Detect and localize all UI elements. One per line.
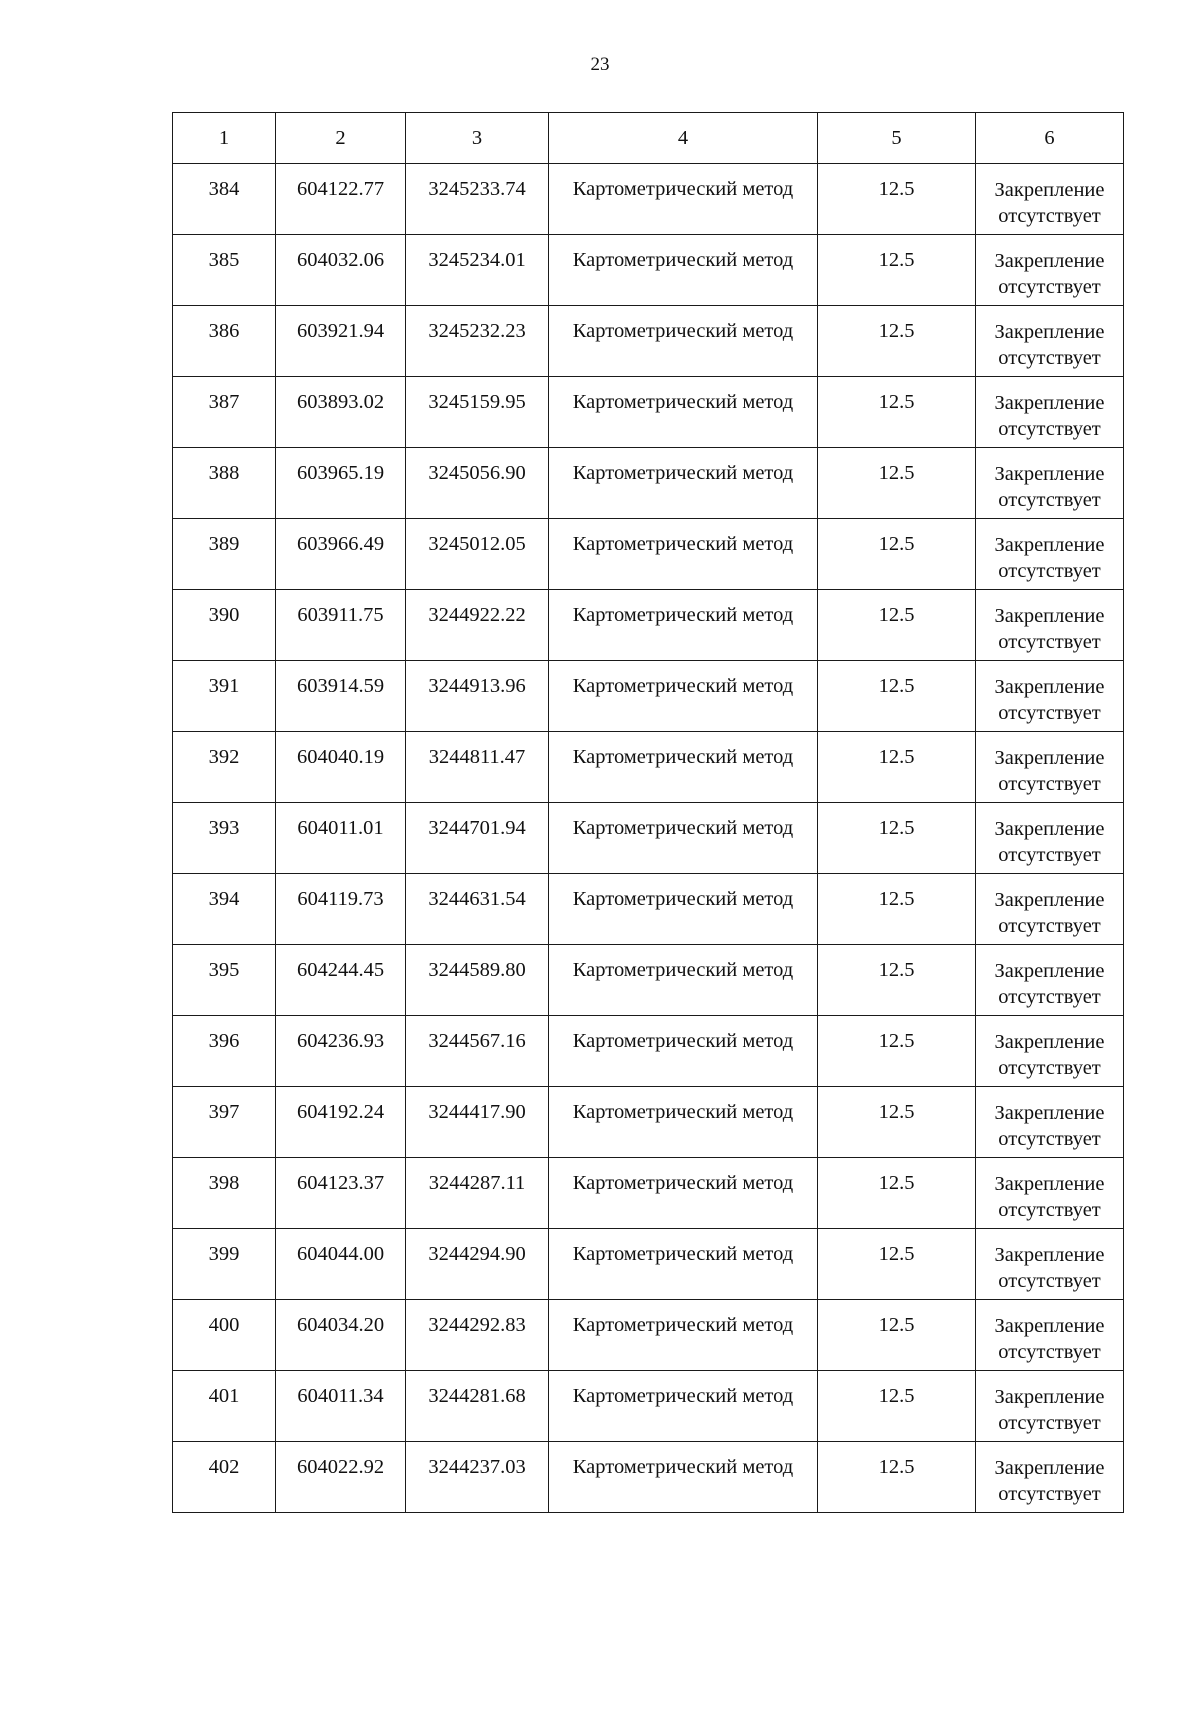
header-cell-3: 3 xyxy=(406,113,549,164)
y-coordinate-cell: 3245159.95 xyxy=(406,377,549,448)
fixation-line-2: отсутствует xyxy=(998,1270,1101,1292)
fixation-line-2: отсутствует xyxy=(998,418,1101,440)
fixation-cell xyxy=(976,1300,1124,1371)
method-cell: Картометрический метод xyxy=(549,1229,818,1300)
x-coordinate-cell: 603911.75 xyxy=(276,590,406,661)
fixation-line-1: Закрепление xyxy=(994,747,1105,769)
x-coordinate-cell: 604236.93 xyxy=(276,1016,406,1087)
point-number-cell: 402 xyxy=(173,1442,276,1513)
fixation-cell xyxy=(976,945,1124,1016)
fixation-line-2: отсутствует xyxy=(998,631,1101,653)
fixation-line-1: Закрепление xyxy=(994,1386,1105,1408)
table-header xyxy=(173,113,1124,164)
table-row xyxy=(173,803,1124,874)
method-cell: Картометрический метод xyxy=(549,732,818,803)
accuracy-cell: 12.5 xyxy=(818,732,976,803)
y-coordinate-cell: 3244913.96 xyxy=(406,661,549,732)
y-coordinate-cell: 3245012.05 xyxy=(406,519,549,590)
method-cell: Картометрический метод xyxy=(549,1016,818,1087)
point-number-cell: 384 xyxy=(173,164,276,235)
table-row xyxy=(173,661,1124,732)
page-number: 23 xyxy=(590,54,610,75)
method-cell: Картометрический метод xyxy=(549,945,818,1016)
method-cell: Картометрический метод xyxy=(549,1371,818,1442)
table-row xyxy=(173,1158,1124,1229)
method-cell: Картометрический метод xyxy=(549,661,818,732)
point-number-cell: 400 xyxy=(173,1300,276,1371)
x-coordinate-cell: 604011.01 xyxy=(276,803,406,874)
table-row xyxy=(173,377,1124,448)
method-cell: Картометрический метод xyxy=(549,448,818,519)
fixation-line-1: Закрепление xyxy=(994,1102,1105,1124)
fixation-line-1: Закрепление xyxy=(994,1173,1105,1195)
method-cell: Картометрический метод xyxy=(549,1300,818,1371)
fixation-line-1: Закрепление xyxy=(994,1031,1105,1053)
x-coordinate-cell: 604011.34 xyxy=(276,1371,406,1442)
method-cell: Картометрический метод xyxy=(549,590,818,661)
fixation-line-2: отсутствует xyxy=(998,560,1101,582)
fixation-line-1: Закрепление xyxy=(994,1244,1105,1266)
y-coordinate-cell: 3244417.90 xyxy=(406,1087,549,1158)
y-coordinate-cell: 3244292.83 xyxy=(406,1300,549,1371)
fixation-line-2: отсутствует xyxy=(998,205,1101,227)
y-coordinate-cell: 3245056.90 xyxy=(406,448,549,519)
table-row xyxy=(173,164,1124,235)
y-coordinate-cell: 3244287.11 xyxy=(406,1158,549,1229)
table-row xyxy=(173,1371,1124,1442)
x-coordinate-cell: 603893.02 xyxy=(276,377,406,448)
accuracy-cell: 12.5 xyxy=(818,803,976,874)
point-number-cell: 398 xyxy=(173,1158,276,1229)
method-cell: Картометрический метод xyxy=(549,1158,818,1229)
fixation-line-1: Закрепление xyxy=(994,676,1105,698)
accuracy-cell: 12.5 xyxy=(818,377,976,448)
fixation-cell xyxy=(976,377,1124,448)
table-row xyxy=(173,235,1124,306)
fixation-cell xyxy=(976,803,1124,874)
method-cell: Картометрический метод xyxy=(549,1087,818,1158)
accuracy-cell: 12.5 xyxy=(818,306,976,377)
y-coordinate-cell: 3245234.01 xyxy=(406,235,549,306)
x-coordinate-cell: 604122.77 xyxy=(276,164,406,235)
accuracy-cell: 12.5 xyxy=(818,874,976,945)
y-coordinate-cell: 3245232.23 xyxy=(406,306,549,377)
header-cell-4: 4 xyxy=(549,113,818,164)
fixation-line-2: отсутствует xyxy=(998,1483,1101,1505)
fixation-line-1: Закрепление xyxy=(994,1315,1105,1337)
accuracy-cell: 12.5 xyxy=(818,235,976,306)
fixation-line-2: отсутствует xyxy=(998,1199,1101,1221)
fixation-cell xyxy=(976,1371,1124,1442)
table-row xyxy=(173,1229,1124,1300)
point-number-cell: 393 xyxy=(173,803,276,874)
method-cell: Картометрический метод xyxy=(549,1442,818,1513)
y-coordinate-cell: 3244811.47 xyxy=(406,732,549,803)
table-row xyxy=(173,306,1124,377)
y-coordinate-cell: 3245233.74 xyxy=(406,164,549,235)
accuracy-cell: 12.5 xyxy=(818,590,976,661)
fixation-line-1: Закрепление xyxy=(994,818,1105,840)
point-number-cell: 394 xyxy=(173,874,276,945)
fixation-cell xyxy=(976,661,1124,732)
method-cell: Картометрический метод xyxy=(549,235,818,306)
fixation-line-2: отсутствует xyxy=(998,489,1101,511)
table-body xyxy=(173,164,1124,1513)
point-number-cell: 395 xyxy=(173,945,276,1016)
coordinates-table xyxy=(172,112,1124,1513)
point-number-cell: 396 xyxy=(173,1016,276,1087)
table-row xyxy=(173,448,1124,519)
fixation-cell xyxy=(976,590,1124,661)
fixation-cell xyxy=(976,1229,1124,1300)
method-cell: Картометрический метод xyxy=(549,519,818,590)
x-coordinate-cell: 603966.49 xyxy=(276,519,406,590)
x-coordinate-cell: 604044.00 xyxy=(276,1229,406,1300)
fixation-cell xyxy=(976,1087,1124,1158)
x-coordinate-cell: 603965.19 xyxy=(276,448,406,519)
x-coordinate-cell: 604119.73 xyxy=(276,874,406,945)
x-coordinate-cell: 604040.19 xyxy=(276,732,406,803)
fixation-line-2: отсутствует xyxy=(998,986,1101,1008)
fixation-cell xyxy=(976,732,1124,803)
y-coordinate-cell: 3244567.16 xyxy=(406,1016,549,1087)
accuracy-cell: 12.5 xyxy=(818,448,976,519)
point-number-cell: 397 xyxy=(173,1087,276,1158)
accuracy-cell: 12.5 xyxy=(818,945,976,1016)
point-number-cell: 392 xyxy=(173,732,276,803)
method-cell: Картометрический метод xyxy=(549,306,818,377)
fixation-cell xyxy=(976,306,1124,377)
accuracy-cell: 12.5 xyxy=(818,1016,976,1087)
fixation-cell xyxy=(976,235,1124,306)
accuracy-cell: 12.5 xyxy=(818,661,976,732)
x-coordinate-cell: 604123.37 xyxy=(276,1158,406,1229)
table-row xyxy=(173,874,1124,945)
fixation-line-2: отсутствует xyxy=(998,1412,1101,1434)
fixation-line-1: Закрепление xyxy=(994,250,1105,272)
header-cell-5: 5 xyxy=(818,113,976,164)
header-cell-1: 1 xyxy=(173,113,276,164)
x-coordinate-cell: 604192.24 xyxy=(276,1087,406,1158)
accuracy-cell: 12.5 xyxy=(818,1158,976,1229)
header-row xyxy=(173,113,1124,164)
table-row xyxy=(173,732,1124,803)
point-number-cell: 390 xyxy=(173,590,276,661)
accuracy-cell: 12.5 xyxy=(818,164,976,235)
y-coordinate-cell: 3244237.03 xyxy=(406,1442,549,1513)
y-coordinate-cell: 3244922.22 xyxy=(406,590,549,661)
fixation-cell xyxy=(976,519,1124,590)
table-row xyxy=(173,1016,1124,1087)
fixation-line-1: Закрепление xyxy=(994,1457,1105,1479)
fixation-line-1: Закрепление xyxy=(994,392,1105,414)
table-row xyxy=(173,519,1124,590)
y-coordinate-cell: 3244631.54 xyxy=(406,874,549,945)
table-row xyxy=(173,590,1124,661)
fixation-line-2: отсутствует xyxy=(998,1341,1101,1363)
method-cell: Картометрический метод xyxy=(549,164,818,235)
accuracy-cell: 12.5 xyxy=(818,1229,976,1300)
x-coordinate-cell: 604032.06 xyxy=(276,235,406,306)
fixation-line-2: отсутствует xyxy=(998,347,1101,369)
point-number-cell: 385 xyxy=(173,235,276,306)
point-number-cell: 391 xyxy=(173,661,276,732)
fixation-line-1: Закрепление xyxy=(994,960,1105,982)
fixation-line-2: отсутствует xyxy=(998,1057,1101,1079)
fixation-cell xyxy=(976,1158,1124,1229)
table-row xyxy=(173,1087,1124,1158)
y-coordinate-cell: 3244589.80 xyxy=(406,945,549,1016)
x-coordinate-cell: 603914.59 xyxy=(276,661,406,732)
fixation-line-1: Закрепление xyxy=(994,605,1105,627)
fixation-line-2: отсутствует xyxy=(998,702,1101,724)
point-number-cell: 389 xyxy=(173,519,276,590)
y-coordinate-cell: 3244701.94 xyxy=(406,803,549,874)
table-row xyxy=(173,945,1124,1016)
table-row xyxy=(173,1442,1124,1513)
y-coordinate-cell: 3244281.68 xyxy=(406,1371,549,1442)
fixation-cell xyxy=(976,164,1124,235)
point-number-cell: 388 xyxy=(173,448,276,519)
y-coordinate-cell: 3244294.90 xyxy=(406,1229,549,1300)
fixation-cell xyxy=(976,874,1124,945)
point-number-cell: 387 xyxy=(173,377,276,448)
point-number-cell: 399 xyxy=(173,1229,276,1300)
fixation-line-2: отсутствует xyxy=(998,844,1101,866)
accuracy-cell: 12.5 xyxy=(818,1300,976,1371)
x-coordinate-cell: 604244.45 xyxy=(276,945,406,1016)
method-cell: Картометрический метод xyxy=(549,874,818,945)
method-cell: Картометрический метод xyxy=(549,803,818,874)
fixation-line-1: Закрепление xyxy=(994,321,1105,343)
fixation-line-2: отсутствует xyxy=(998,1128,1101,1150)
accuracy-cell: 12.5 xyxy=(818,1371,976,1442)
fixation-line-1: Закрепление xyxy=(994,534,1105,556)
fixation-cell xyxy=(976,1016,1124,1087)
header-cell-6: 6 xyxy=(976,113,1124,164)
accuracy-cell: 12.5 xyxy=(818,1442,976,1513)
point-number-cell: 401 xyxy=(173,1371,276,1442)
fixation-line-2: отсутствует xyxy=(998,773,1101,795)
point-number-cell: 386 xyxy=(173,306,276,377)
fixation-cell xyxy=(976,1442,1124,1513)
x-coordinate-cell: 604022.92 xyxy=(276,1442,406,1513)
header-cell-2: 2 xyxy=(276,113,406,164)
fixation-cell xyxy=(976,448,1124,519)
fixation-line-1: Закрепление xyxy=(994,179,1105,201)
accuracy-cell: 12.5 xyxy=(818,1087,976,1158)
x-coordinate-cell: 604034.20 xyxy=(276,1300,406,1371)
fixation-line-2: отсутствует xyxy=(998,915,1101,937)
fixation-line-1: Закрепление xyxy=(994,889,1105,911)
fixation-line-2: отсутствует xyxy=(998,276,1101,298)
x-coordinate-cell: 603921.94 xyxy=(276,306,406,377)
method-cell: Картометрический метод xyxy=(549,377,818,448)
accuracy-cell: 12.5 xyxy=(818,519,976,590)
table-row xyxy=(173,1300,1124,1371)
fixation-line-1: Закрепление xyxy=(994,463,1105,485)
